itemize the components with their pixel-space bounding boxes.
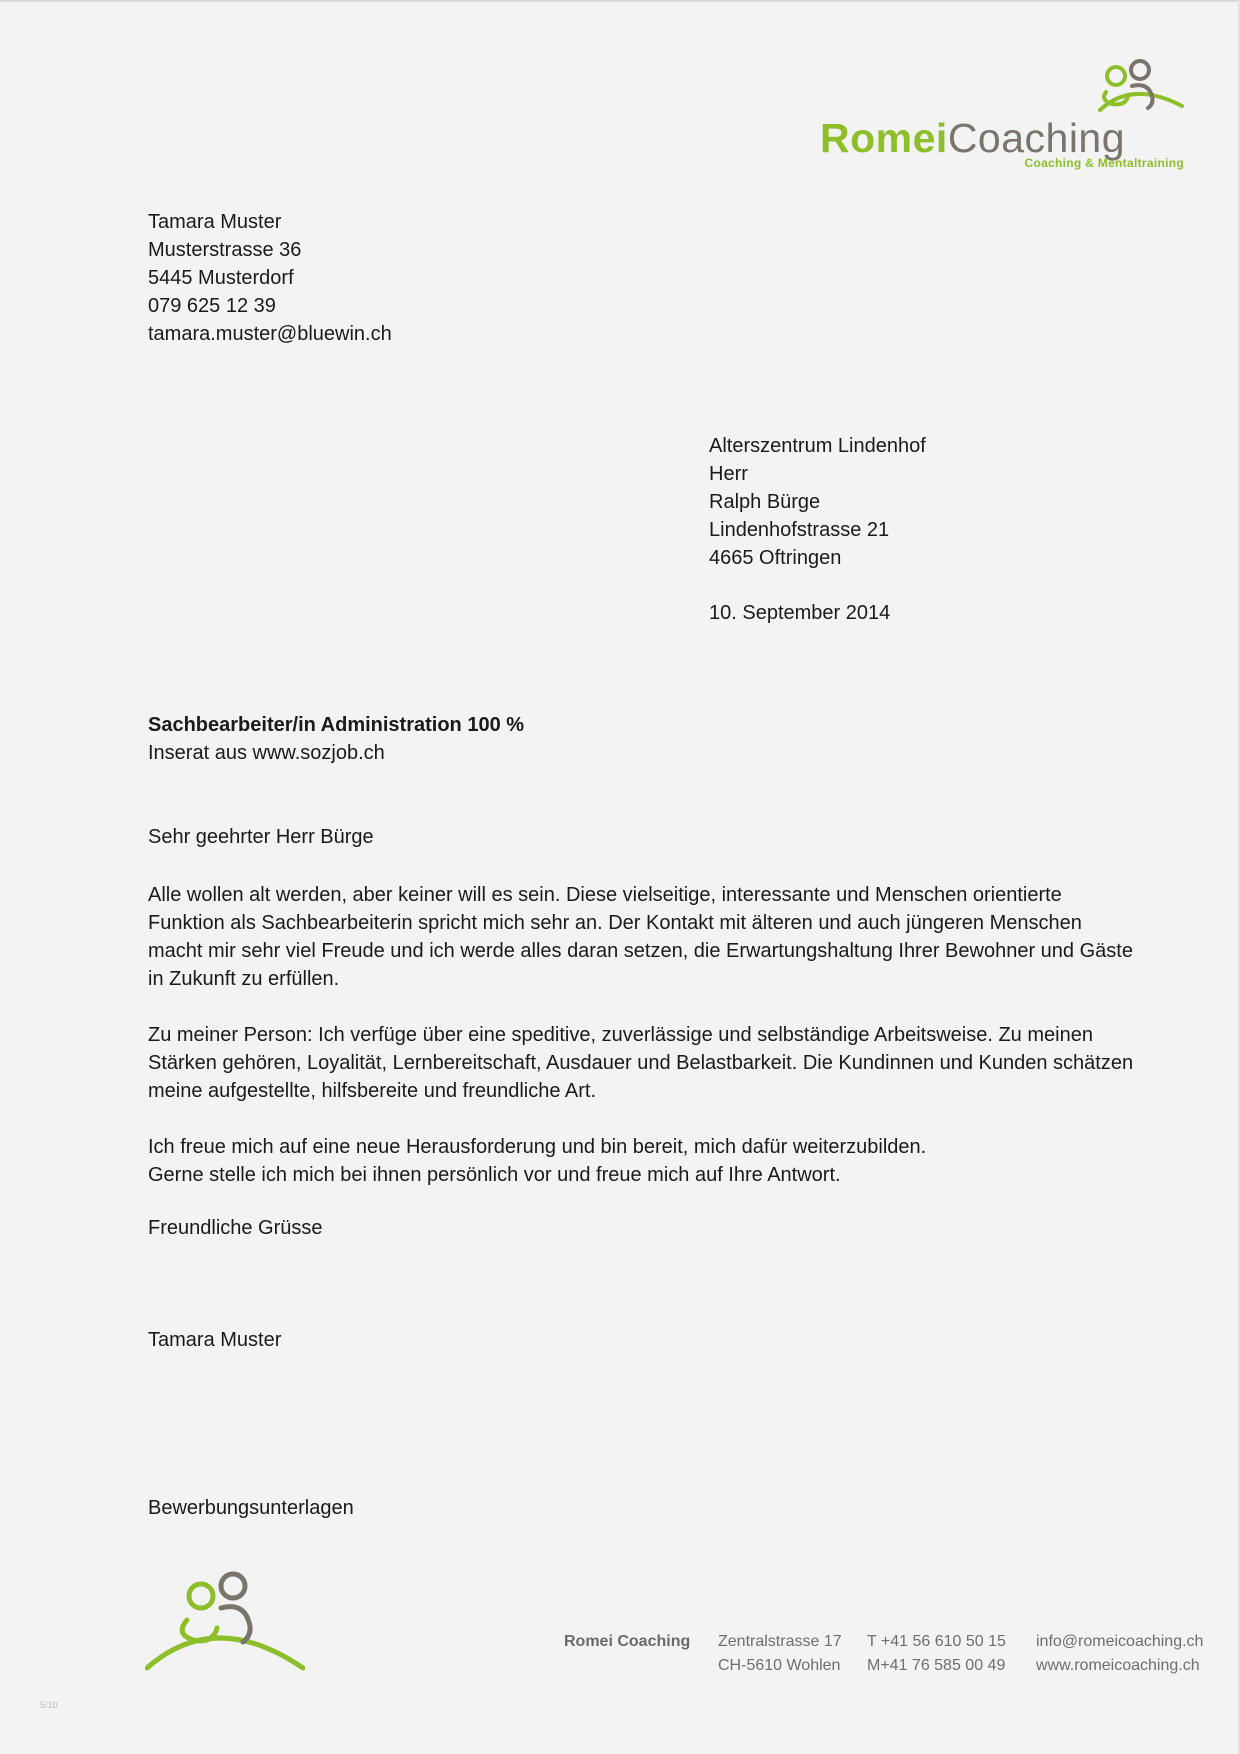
logo-word-coaching: Coaching xyxy=(947,115,1126,161)
recipient-name: Ralph Bürge xyxy=(709,491,821,513)
footer-mobile-number: M+41 76 585 00 49 xyxy=(867,1657,1006,1674)
body-line: Alle wollen alt werden, aber keiner will es sein. Diese vielseitige, interessante und Menschen orientierte xyxy=(148,884,1062,906)
body-line: in Zukunft zu erfüllen. xyxy=(148,968,340,990)
body-line: macht mir sehr viel Freude und ich werde alles daran setzen, die Erwartungshaltung Ihrer Bewohner und Gäste xyxy=(148,940,1133,962)
sender-phone: 079 625 12 39 xyxy=(148,295,276,317)
footer-address xyxy=(718,1630,842,1678)
logo-wordmark xyxy=(820,115,1126,161)
footer-contact-web xyxy=(1036,1630,1203,1678)
sender-address xyxy=(148,208,392,348)
body-line: Stärken gehören, Loyalität, Lernbereitschaft, Ausdauer und Belastbarkeit. Die Kundinnen und Kunden schätzen xyxy=(148,1052,1134,1074)
subject-source: Inserat aus www.sozjob.ch xyxy=(148,742,385,764)
enclosure xyxy=(148,1494,354,1522)
logo-tagline: Coaching & Mentaltraining xyxy=(1024,156,1184,170)
sender-street: Musterstrasse 36 xyxy=(148,239,302,261)
enclosure-text: Bewerbungsunterlagen xyxy=(148,1497,354,1519)
body-line: meine aufgestellte, hilfsbereite und freundliche Art. xyxy=(148,1080,597,1102)
logo-word-romei: Romei xyxy=(820,115,948,161)
footer-logo-figures-icon xyxy=(145,1568,305,1680)
footer-phone-number: T +41 56 610 50 15 xyxy=(867,1633,1006,1650)
salutation-text: Sehr geehrter Herr Bürge xyxy=(148,826,374,848)
footer-email: info@romeicoaching.ch xyxy=(1036,1633,1204,1650)
footer-website: www.romeicoaching.ch xyxy=(1036,1657,1200,1674)
footer-phone xyxy=(867,1630,1006,1678)
closing-text: Freundliche Grüsse xyxy=(148,1217,323,1239)
signature-name: Tamara Muster xyxy=(148,1329,282,1351)
salutation xyxy=(148,823,374,851)
body-line: Ich freue mich auf eine neue Herausforderung und bin bereit, mich dafür weiterzubilden. xyxy=(148,1136,927,1158)
recipient-city: 4665 Oftringen xyxy=(709,547,842,569)
footer-address-line-2: CH-5610 Wohlen xyxy=(718,1657,841,1674)
letter-body xyxy=(148,881,1198,1217)
sender-name: Tamara Muster xyxy=(148,211,282,233)
recipient-salutation-line: Herr xyxy=(709,463,748,485)
company-logo xyxy=(820,56,1190,176)
body-line: Funktion als Sachbearbeiterin spricht mich sehr an. Der Kontakt mit älteren und auch jüngeren Menschen xyxy=(148,912,1082,934)
body-paragraph-3 xyxy=(148,1133,1198,1189)
letter-date xyxy=(709,599,890,627)
recipient-street: Lindenhofstrasse 21 xyxy=(709,519,890,541)
recipient-address xyxy=(709,432,926,572)
recipient-organisation: Alterszentrum Lindenhof xyxy=(709,435,926,457)
page-number-mark: 5/10 xyxy=(40,1700,58,1710)
body-paragraph-2 xyxy=(148,1021,1198,1105)
footer-address-line-1: Zentralstrasse 17 xyxy=(718,1633,842,1650)
footer-company-name: Romei Coaching xyxy=(564,1633,691,1650)
sender-email: tamara.muster@bluewin.ch xyxy=(148,323,392,345)
subject-block xyxy=(148,711,524,767)
sender-city: 5445 Musterdorf xyxy=(148,267,294,289)
body-line: Gerne stelle ich mich bei ihnen persönlich vor und freue mich auf Ihre Antwort. xyxy=(148,1164,841,1186)
closing xyxy=(148,1214,323,1242)
body-paragraph-1 xyxy=(148,881,1198,993)
page-edge-top xyxy=(0,0,1240,2)
signature xyxy=(148,1326,281,1354)
footer-company xyxy=(564,1630,690,1654)
subject-title: Sachbearbeiter/in Administration 100 % xyxy=(148,714,525,736)
letter-date-text: 10. September 2014 xyxy=(709,602,891,624)
body-line: Zu meiner Person: Ich verfüge über eine speditive, zuverlässige und selbständige Arbeitsweise. Zu meinen xyxy=(148,1024,1093,1046)
